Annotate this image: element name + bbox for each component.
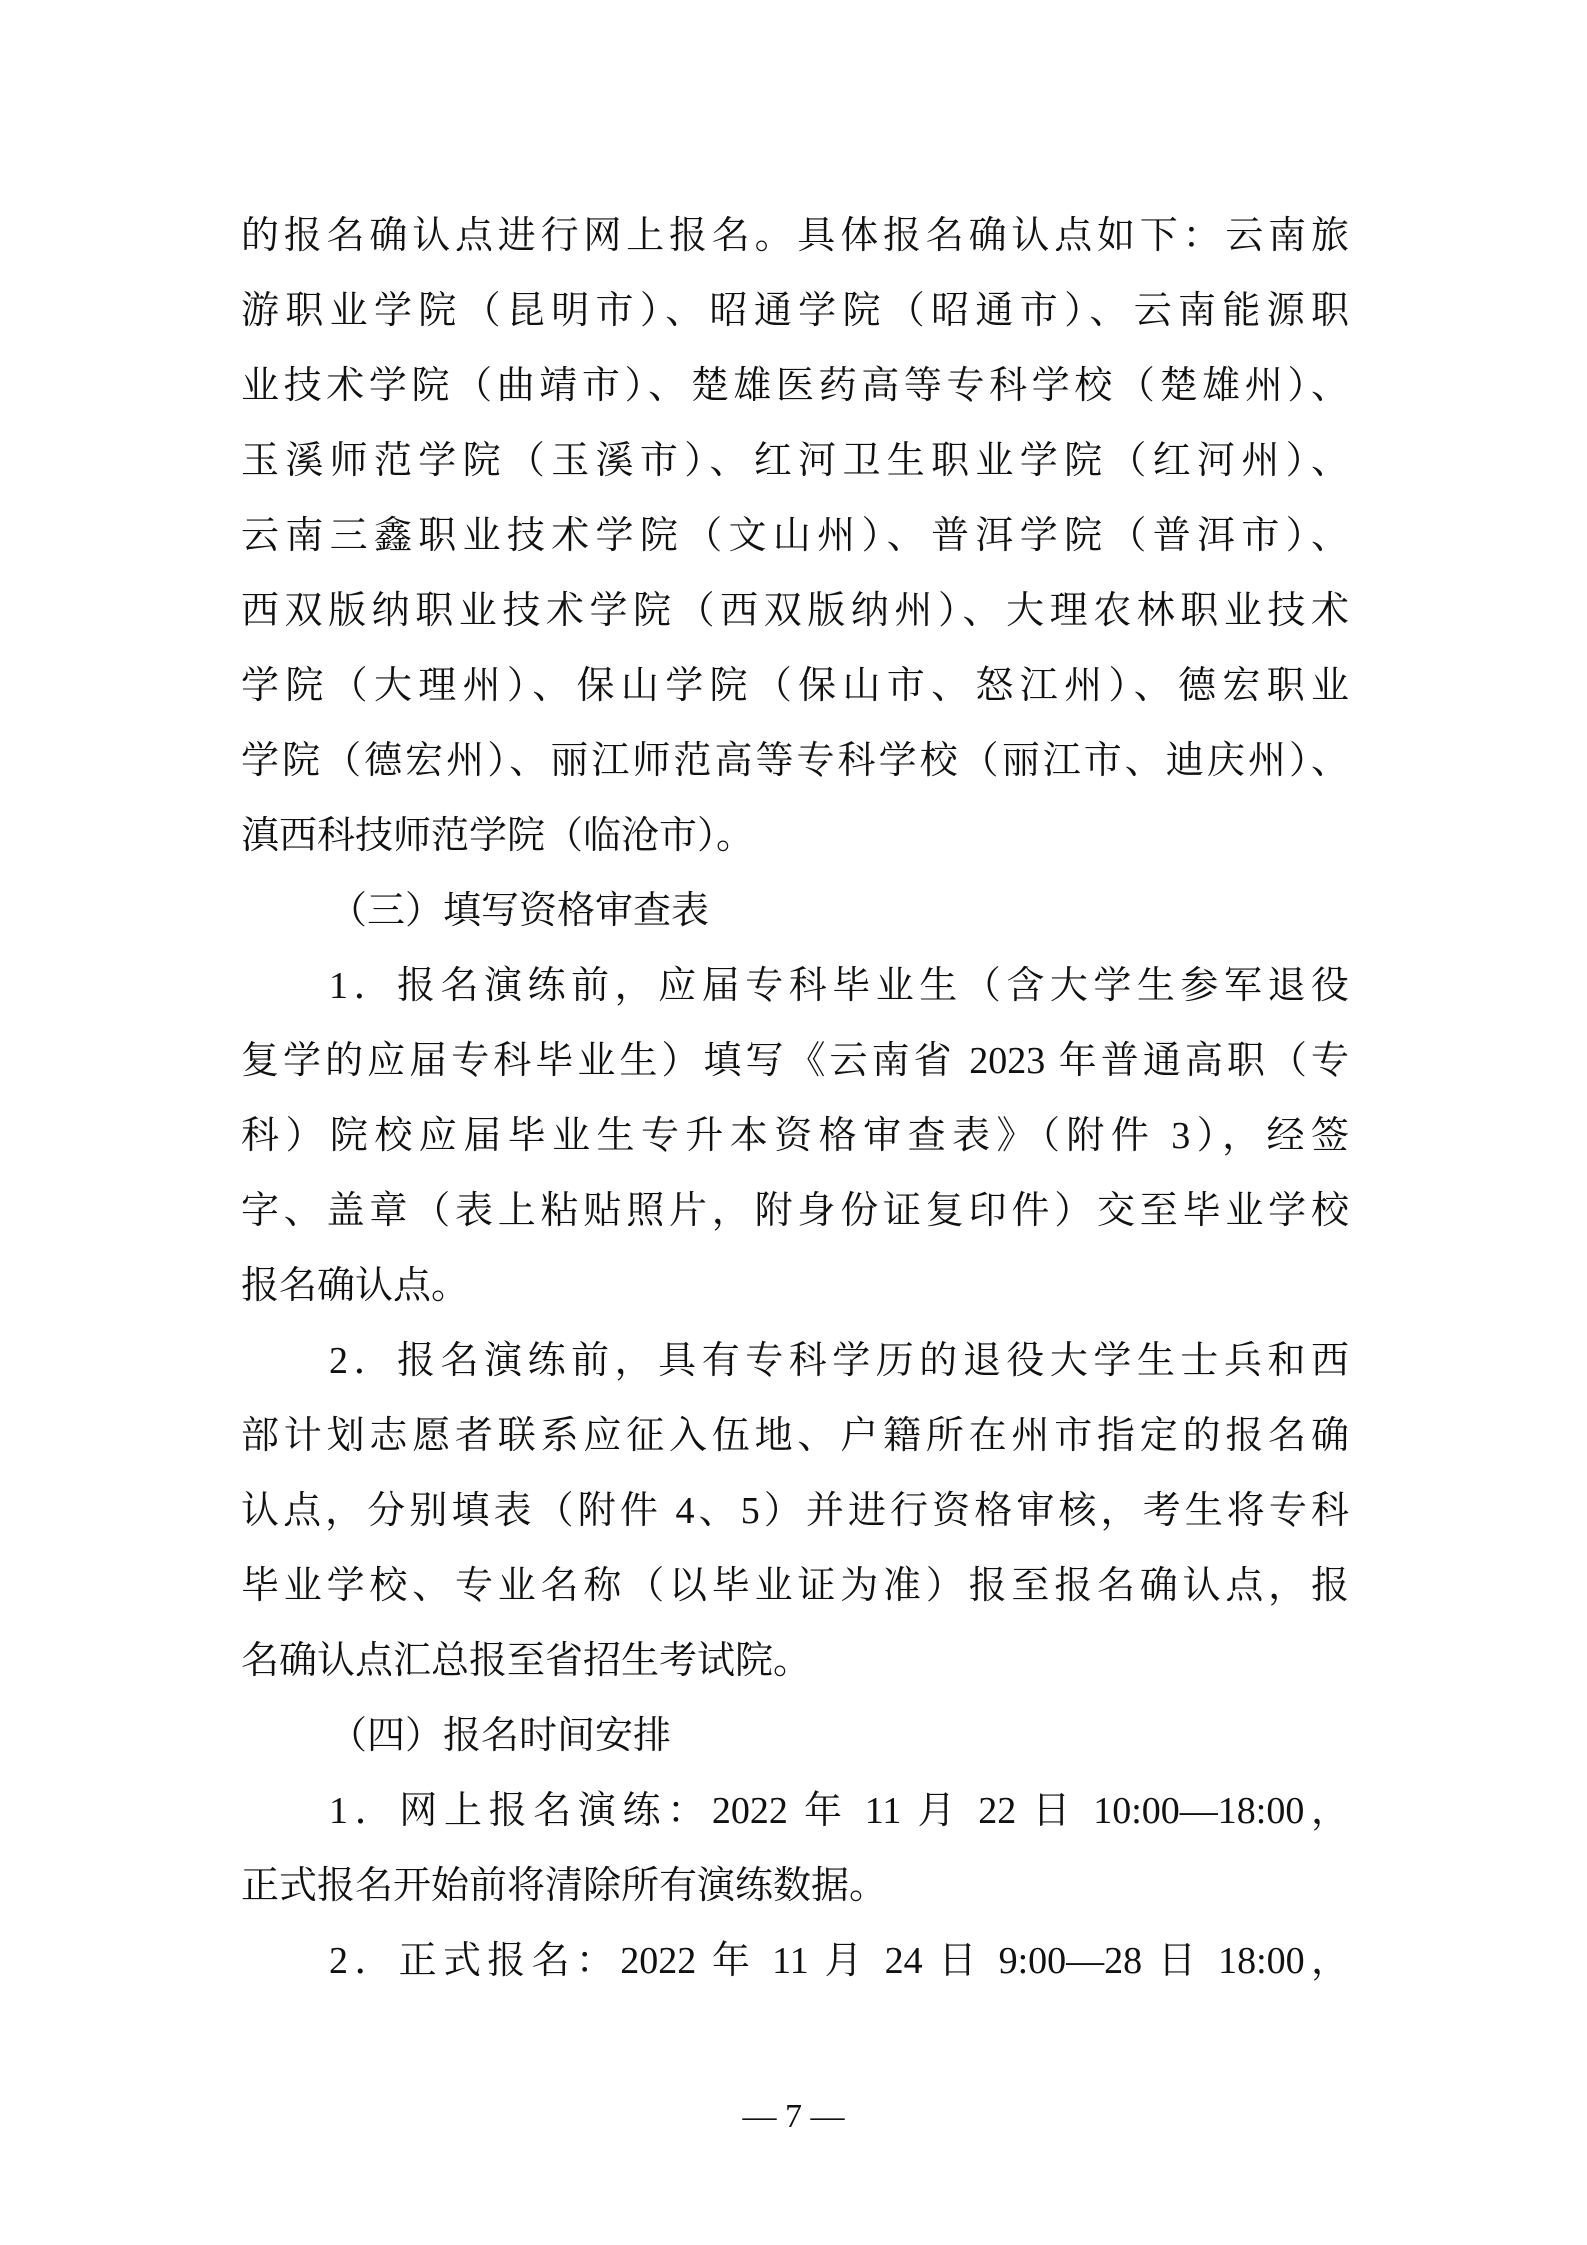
section-heading: （四）报名时间安排 <box>329 1715 672 1757</box>
text-line: 滇西科技师范学院（临沧市）。 <box>241 815 755 857</box>
paragraph-schedule-rehearsal <box>241 1774 1349 1924</box>
page-number: — 7 — <box>742 2098 845 2135</box>
text-line: 1．报名演练前，应届专科毕业生（含大学生参军退役 <box>329 965 1349 1007</box>
paragraph-schedule-formal <box>241 1924 1349 1999</box>
text-line: 游职业学院（昆明市）、昭通学院（昭通市）、云南能源职 <box>241 290 1349 332</box>
paragraph-confirmation-points <box>241 199 1349 874</box>
text-line: 字、盖章（表上粘贴照片，附身份证复印件）交至毕业学校 <box>241 1190 1349 1232</box>
text-line: 科）院校应届毕业生专升本资格审查表》（附件 3），经签 <box>241 1115 1349 1157</box>
section-heading-qualification-form <box>241 874 1349 949</box>
text-line: 正式报名开始前将清除所有演练数据。 <box>241 1865 888 1907</box>
text-line: 学院（大理州）、保山学院（保山市、怒江州）、德宏职业 <box>241 665 1349 707</box>
text-line: 部计划志愿者联系应征入伍地、户籍所在州市指定的报名确 <box>241 1415 1349 1457</box>
text-line: 毕业学校、专业名称（以毕业证为准）报至报名确认点，报 <box>241 1565 1349 1607</box>
paragraph-item-1-graduates <box>241 949 1349 1324</box>
text-line: 报名确认点。 <box>241 1265 470 1307</box>
text-line: 认点，分别填表（附件 4、5）并进行资格审核，考生将专科 <box>241 1490 1349 1532</box>
document-body <box>241 199 1349 1999</box>
text-line: 业技术学院（曲靖市）、楚雄医药高等专科学校（楚雄州）、 <box>241 365 1349 407</box>
text-line: 玉溪师范学院（玉溪市）、红河卫生职业学院（红河州）、 <box>241 440 1349 482</box>
text-line: 的报名确认点进行网上报名。具体报名确认点如下：云南旅 <box>241 215 1349 257</box>
text-line: 2．正式报名：2022 年 11 月 24 日 9:00—28 日 18:00， <box>329 1940 1349 1982</box>
text-line: 云南三鑫职业技术学院（文山州）、普洱学院（普洱市）、 <box>241 515 1349 557</box>
paragraph-item-2-veterans-volunteers <box>241 1324 1349 1699</box>
text-line: 学院（德宏州）、丽江师范高等专科学校（丽江市、迪庆州）、 <box>241 740 1349 782</box>
section-heading: （三）填写资格审查表 <box>329 890 710 932</box>
text-line: 西双版纳职业技术学院（西双版纳州）、大理农林职业技术 <box>241 590 1349 632</box>
text-line: 名确认点汇总报至省招生考试院。 <box>241 1640 812 1682</box>
section-heading-schedule <box>241 1699 1349 1774</box>
text-line: 复学的应届专科毕业生）填写《云南省 2023 年普通高职（专 <box>241 1040 1349 1082</box>
text-line: 1．网上报名演练：2022 年 11 月 22 日 10:00—18:00， <box>329 1790 1349 1832</box>
text-line: 2．报名演练前，具有专科学历的退役大学生士兵和西 <box>329 1340 1349 1382</box>
